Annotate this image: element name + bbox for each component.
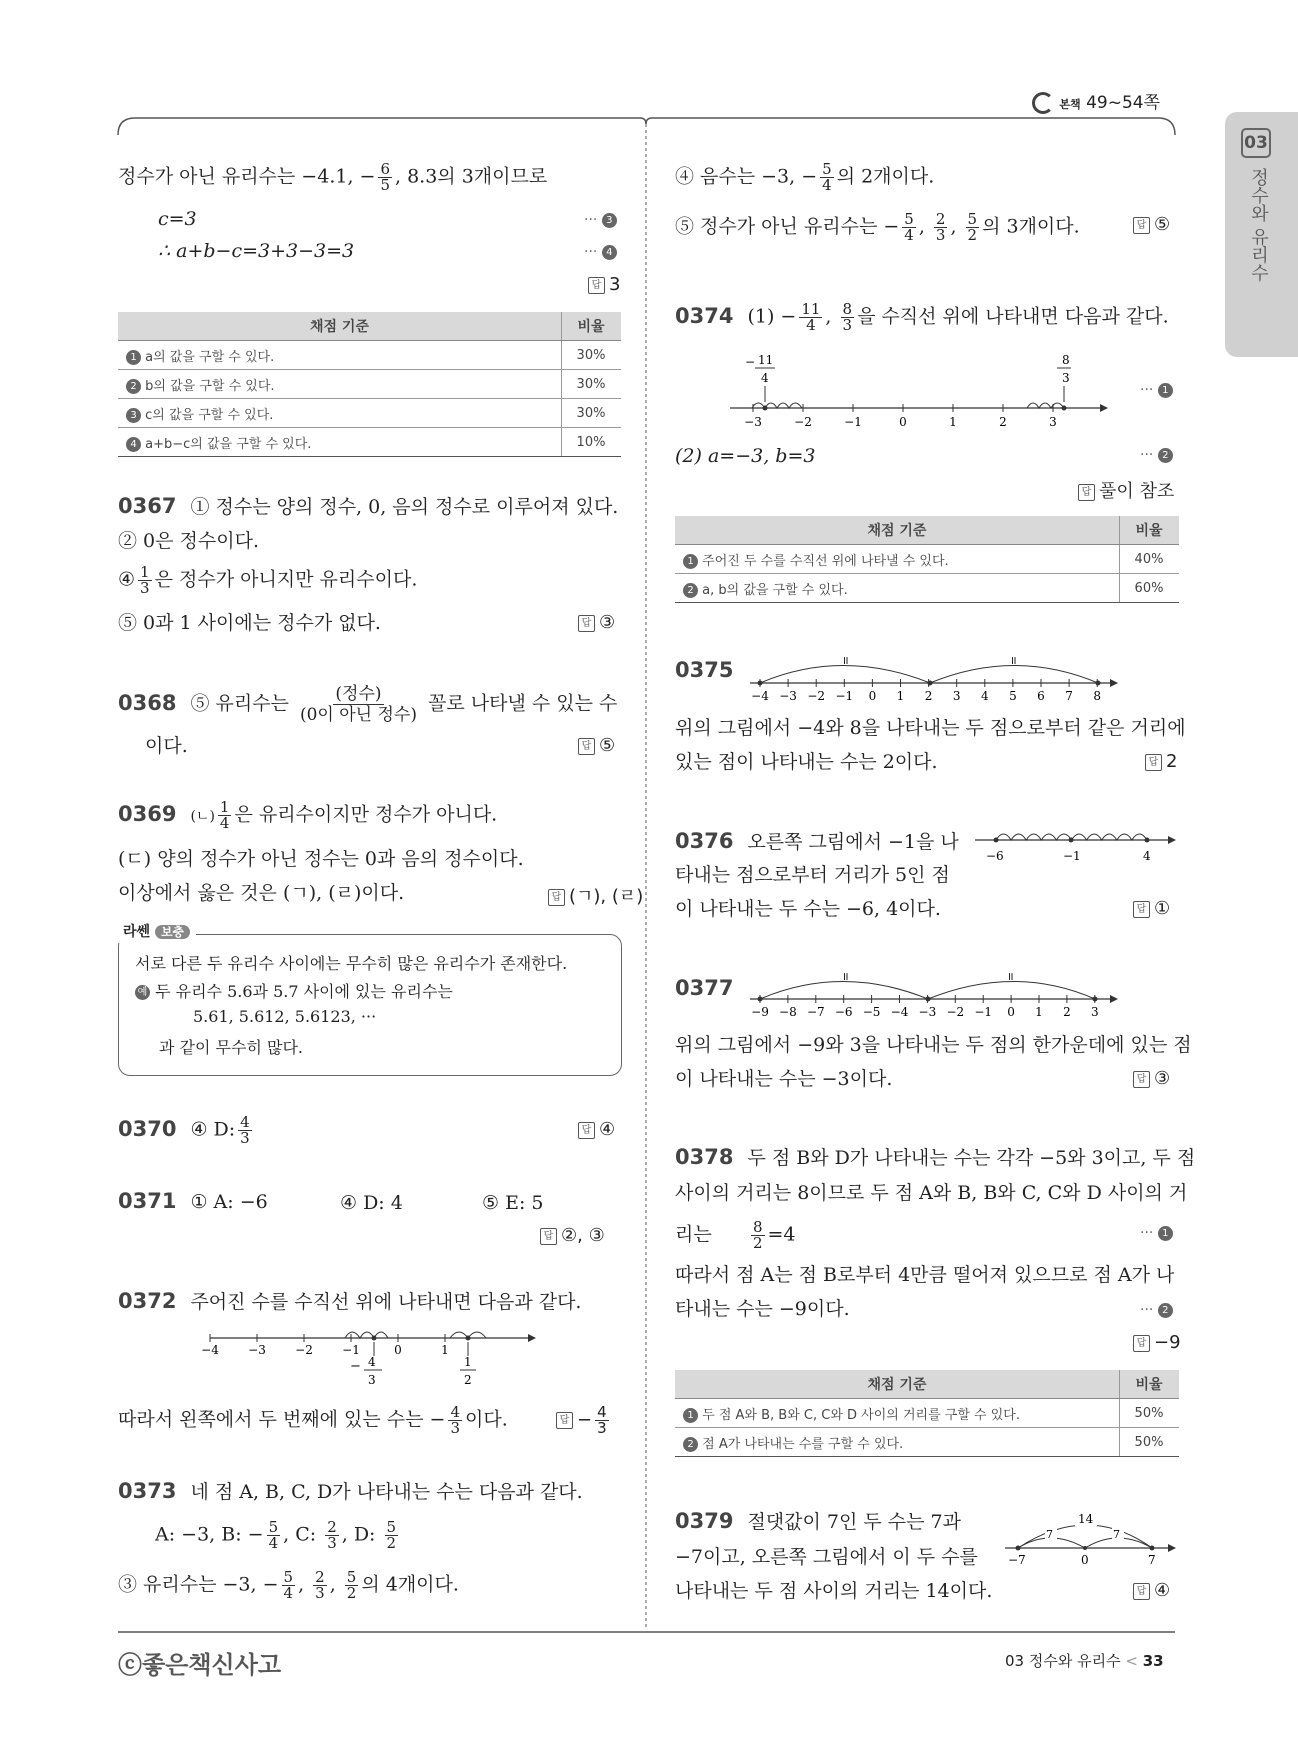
number-line-0376 xyxy=(970,822,1180,866)
svg-text:॥: ॥ xyxy=(1007,970,1014,983)
tick-label: −9 xyxy=(751,1005,769,1019)
svg-text:॥: ॥ xyxy=(842,970,849,983)
publisher-logo: ⓒ좋은책신사고 xyxy=(118,1651,282,1679)
criteria-table-0378: 채점 기준 비율 1 두 점 A와 B, B와 C, C와 D 사이의 거리를 구할 수 있다. 50% 2 점 A가 나타내는 수를 구할 수 있다. 50% xyxy=(675,1370,1179,1457)
answer-0368: 답 ⑤ xyxy=(578,735,615,756)
tick-label: −1 xyxy=(844,415,862,429)
note-badge: 보충 xyxy=(155,925,190,939)
note-line4: 과 같이 무수히 많다. xyxy=(159,1038,303,1057)
answer-icon: 답 xyxy=(588,277,605,294)
point-1-2 xyxy=(466,1336,471,1341)
chapter-title: 정수와 유리수 xyxy=(1248,168,1269,282)
note-line3: 5.61, 5.612, 5.6123, ··· xyxy=(193,1007,377,1026)
ref-pages: 49~54쪽 xyxy=(1086,93,1161,113)
tick-label: −3 xyxy=(918,1005,937,1019)
criteria-header: 채점 기준 xyxy=(118,312,562,341)
table-row: 1 주어진 두 수를 수직선 위에 나타낼 수 있다. 40% xyxy=(675,545,1179,574)
lbl-3: 3 xyxy=(368,1373,376,1387)
chapter-number: 03 xyxy=(1241,128,1271,158)
p373-line3: ③ 유리수는 −3, − $\frac{5}{4}$ , $\frac{2}{3}$ , $\frac{5}{2}$ 의 4개이다. xyxy=(118,1568,459,1602)
problem-0379: 0379 절댓값이 7인 두 수는 7과 xyxy=(675,1509,961,1533)
p371-c: ⑤ E: 5 xyxy=(482,1192,544,1214)
step-1-0374: ··· 1 xyxy=(1140,382,1173,398)
number-line-0375 xyxy=(745,648,1125,704)
svg-text:−1: −1 xyxy=(1063,849,1081,863)
problem-0378: 0378 두 점 B와 D가 나타내는 수는 각각 −5와 3이고, 두 점 xyxy=(675,1145,1196,1169)
tick-label: 8 xyxy=(1093,689,1102,703)
problem-0367: 0367 ① 정수는 양의 정수, 0, 음의 정수로 이루어져 있다. xyxy=(118,494,619,518)
svg-text:4: 4 xyxy=(1143,849,1151,863)
p371-b: ④ D: 4 xyxy=(340,1192,403,1214)
tick-label: −6 xyxy=(834,1005,853,1019)
table-row: 4 a+b−c의 값을 구할 수 있다. 10% xyxy=(118,428,621,457)
p369-line3: 이상에서 옳은 것은 (ㄱ), (ㄹ)이다. xyxy=(118,882,405,904)
svg-text:−: − xyxy=(350,1359,361,1374)
tick-label: −3 xyxy=(248,1343,266,1357)
number-line-0372 xyxy=(200,1318,540,1390)
problem-0375: 0375 xyxy=(675,658,734,682)
point-neg4-3 xyxy=(372,1336,377,1341)
tick-label: 3 xyxy=(1090,1005,1099,1019)
chevron-left-icon: < xyxy=(1125,1652,1138,1670)
problem-0370: 0370 ④ D: $\frac{4}{3}$ xyxy=(118,1113,250,1147)
tick-label: −7 xyxy=(806,1005,825,1019)
problem-0376: 0376 오른쪽 그림에서 −1을 나 xyxy=(675,829,959,853)
page-number: 33 xyxy=(1142,1652,1164,1670)
tick-label: 2 xyxy=(999,415,1007,429)
svg-text:−7: −7 xyxy=(1008,1553,1026,1567)
p376-line3: 이 나타내는 두 수는 −6, 4이다. xyxy=(675,898,941,920)
step-4: ··· 4 xyxy=(584,244,617,260)
p373b-line1: ④ 음수는 −3, − $\frac{5}{4}$ 의 2개이다. xyxy=(675,160,935,194)
svg-text:14: 14 xyxy=(1078,1512,1094,1526)
tick-label: −1 xyxy=(835,689,854,703)
svg-text:॥: ॥ xyxy=(842,654,849,667)
svg-text:3: 3 xyxy=(1062,371,1070,385)
p375-line2: 있는 점이 나타내는 수는 2이다. xyxy=(675,751,938,773)
tick-label: 6 xyxy=(1037,689,1045,703)
problem-0368: 0368 ⑤ 유리수는 $\frac{\text{(정수)}}{\text{(0이 아닌 정수)}}$ 꼴로 나타낼 수 있는 수 xyxy=(118,684,618,725)
tick-label: 3 xyxy=(952,689,961,703)
p378-line3: 리는 $\frac{8}{2}$ =4 xyxy=(675,1218,796,1252)
tick-label: 4 xyxy=(980,689,989,703)
p367-line3: ④ $\frac{1}{3}$ 은 정수가 아니지만 유리수이다. xyxy=(118,563,418,597)
answer-0379: 답 ④ xyxy=(1133,1580,1170,1601)
table-row: 3 c의 값을 구할 수 있다. 30% xyxy=(118,399,621,428)
answer-0373: 답 ⑤ xyxy=(1133,214,1170,235)
tick-label: 0 xyxy=(1007,1005,1015,1019)
problem-0373: 0373 네 점 A, B, C, D가 나타내는 수는 다음과 같다. xyxy=(118,1479,583,1503)
step-2-0374: ··· 2 xyxy=(1140,447,1173,463)
p368-line2: 이다. xyxy=(145,735,188,757)
tick-label: 1 xyxy=(949,415,957,429)
svg-text:7: 7 xyxy=(1046,1528,1053,1541)
table-row: 1 a의 값을 구할 수 있다. 30% xyxy=(118,341,621,370)
note-line1: 서로 다른 두 유리수 사이에는 무수히 많은 유리수가 존재한다. xyxy=(135,954,568,973)
tick-label: −2 xyxy=(794,415,812,429)
tick-label: −3 xyxy=(779,689,797,703)
footer-chapter: 03 정수와 유리수 < 33 xyxy=(1005,1652,1164,1670)
answer-0378: 답 −9 xyxy=(1133,1332,1181,1353)
p369-line2: (ㄷ) 양의 정수가 아닌 정수는 0과 음의 정수이다. xyxy=(118,848,524,870)
tick-label: 0 xyxy=(868,689,877,703)
step-3: ··· 3 xyxy=(584,212,617,228)
answer-0369: 답 (ㄱ), (ㄹ) xyxy=(548,882,643,908)
svg-text:॥: ॥ xyxy=(1010,654,1017,667)
svg-text:8: 8 xyxy=(1062,353,1070,367)
p379-line3: 나타내는 두 점 사이의 거리는 14이다. xyxy=(675,1580,993,1602)
problem-0369: 0369 (ㄴ) $\frac{1}{4}$ 은 유리수이지만 정수가 아니다. xyxy=(118,798,498,832)
tick-label: 3 xyxy=(1049,415,1057,429)
svg-text:−: − xyxy=(745,355,756,369)
tick-label: −5 xyxy=(862,1005,881,1019)
ref-label: 본책 xyxy=(1059,98,1081,111)
problem-0374: 0374 (1) − $\frac{11}{4}$ , $\frac{8}{3}$ 을 수직선 위에 나타내면 다음과 같다. xyxy=(675,300,1169,334)
tick-label: −8 xyxy=(779,1005,797,1019)
problem-0377: 0377 xyxy=(675,976,734,1000)
answer-0374: 답 풀이 참조 xyxy=(1078,477,1174,503)
step-1-0378: ··· 1 xyxy=(1140,1225,1173,1241)
table-row: 2 a, b의 값을 구할 수 있다. 60% xyxy=(675,574,1179,603)
tick-label: 2 xyxy=(1063,1005,1071,1019)
step-2-0378: ··· 2 xyxy=(1140,1302,1173,1318)
tick-label: −4 xyxy=(201,1343,219,1357)
lbl-4: 4 xyxy=(368,1355,376,1369)
problem-0372: 0372 주어진 수를 수직선 위에 나타내면 다음과 같다. xyxy=(118,1289,582,1313)
tick-label: 0 xyxy=(394,1343,402,1357)
p374-line2: (2) a=−3, b=3 xyxy=(675,445,816,467)
tick-label: −2 xyxy=(946,1005,965,1019)
p0-line3: ∴ a+b−c=3+3−3=3 xyxy=(158,240,355,262)
svg-text:−6: −6 xyxy=(986,849,1004,863)
p377-line2: 이 나타내는 수는 −3이다. xyxy=(675,1068,893,1090)
p373-line2: A: −3, B: − $\frac{5}{4}$ , C: $\frac{2}{3}$ , D: $\frac{5}{2}$ xyxy=(155,1518,397,1552)
p0-line1: 정수가 아닌 유리수는 −4.1, − $\frac{6}{5}$ , 8.3의 3개이므로 xyxy=(118,160,548,194)
p367-line4: ⑤ 0과 1 사이에는 정수가 없다. xyxy=(118,612,381,634)
p376-line2: 타내는 점으로부터 거리가 5인 점 xyxy=(675,864,950,886)
svg-text:2: 2 xyxy=(464,1373,472,1387)
svg-text:0: 0 xyxy=(1081,1553,1089,1567)
problem-0371: 0371 ① A: −6 xyxy=(118,1189,268,1213)
tick-label: −3 xyxy=(744,415,762,429)
tick-label: 2 xyxy=(924,689,933,703)
table-row: 2 b의 값을 구할 수 있다. 30% xyxy=(118,370,621,399)
p378-line4: 따라서 점 A는 점 B로부터 4만큼 떨어져 있으므로 점 A가 나 xyxy=(675,1264,1175,1286)
tick-label: −1 xyxy=(342,1343,360,1357)
criteria-table-0374: 채점 기준 비율 1 주어진 두 수를 수직선 위에 나타낼 수 있다. 40% 2 a, b의 값을 구할 수 있다. 60% xyxy=(675,516,1179,603)
p378-line2: 사이의 거리는 8이므로 두 점 A와 B, B와 C, C와 D 사이의 거 xyxy=(675,1182,1188,1204)
tick-label: 1 xyxy=(1035,1005,1043,1019)
tick-label: 1 xyxy=(896,689,905,703)
p377-line1: 위의 그림에서 −9와 3을 나타내는 두 점의 한가운데에 있는 점 xyxy=(675,1034,1192,1056)
answer-0372: 답 − $\frac{4}{3}$ xyxy=(556,1405,612,1436)
p367-line2: ② 0은 정수이다. xyxy=(118,530,259,552)
number-line-0379 xyxy=(1000,1508,1180,1568)
lbl-1: 1 xyxy=(464,1355,472,1369)
criteria-table-0366 xyxy=(118,312,621,457)
p375-line1: 위의 그림에서 −4와 8을 나타내는 두 점으로부터 같은 거리에 xyxy=(675,717,1186,739)
tick-label: 7 xyxy=(1065,689,1073,703)
ratio-header: 비율 xyxy=(562,312,622,341)
svg-text:4: 4 xyxy=(761,371,769,385)
answer-0371: 답 ②, ③ xyxy=(540,1225,605,1246)
tick-label: 1 xyxy=(441,1343,449,1357)
table-row: 1 두 점 A와 B, B와 C, C와 D 사이의 거리를 구할 수 있다. 50% xyxy=(675,1399,1179,1428)
number-line-0374 xyxy=(725,352,1115,432)
tick-label: 0 xyxy=(899,415,907,429)
tick-label: −1 xyxy=(974,1005,993,1019)
p373b-line2: ⑤ 정수가 아닌 유리수는 − $\frac{5}{4}$ , $\frac{2}{3}$ , $\frac{5}{2}$ 의 3개이다. xyxy=(675,210,1080,244)
answer-0375: 답 2 xyxy=(1145,751,1177,772)
answer-0377: 답 ③ xyxy=(1133,1068,1170,1089)
tick-label: −2 xyxy=(295,1343,313,1357)
p378-line5: 타내는 수는 −9이다. xyxy=(675,1298,850,1320)
tick-label: −2 xyxy=(807,689,826,703)
answer-0367: 답 ③ xyxy=(578,612,615,633)
p379-line2: −7이고, 오른쪽 그림에서 이 두 수를 xyxy=(675,1546,978,1568)
p0-line2: c=3 xyxy=(158,208,197,230)
tick-label: −4 xyxy=(890,1005,909,1019)
number-line-0377 xyxy=(745,964,1125,1020)
table-row: 2 점 A가 나타내는 수를 구할 수 있다. 50% xyxy=(675,1428,1179,1457)
note-line2: 예 두 유리수 5.6과 5.7 사이에 있는 유리수는 xyxy=(135,979,453,1002)
svg-text:7: 7 xyxy=(1148,1553,1156,1567)
svg-text:7: 7 xyxy=(1113,1528,1120,1541)
svg-text:11: 11 xyxy=(758,353,774,367)
note-title: 라쎈 보충 xyxy=(117,919,196,943)
answer-0366: 답 3 xyxy=(588,274,620,295)
answer-0370: 답 ④ xyxy=(578,1119,615,1140)
tick-label: −4 xyxy=(751,689,769,703)
p372-line2: 따라서 왼쪽에서 두 번째에 있는 수는 − $\frac{4}{3}$ 이다. xyxy=(118,1403,508,1437)
tick-label: 5 xyxy=(1009,689,1017,703)
answer-0376: 답 ① xyxy=(1133,898,1170,919)
note-box xyxy=(118,924,622,1076)
